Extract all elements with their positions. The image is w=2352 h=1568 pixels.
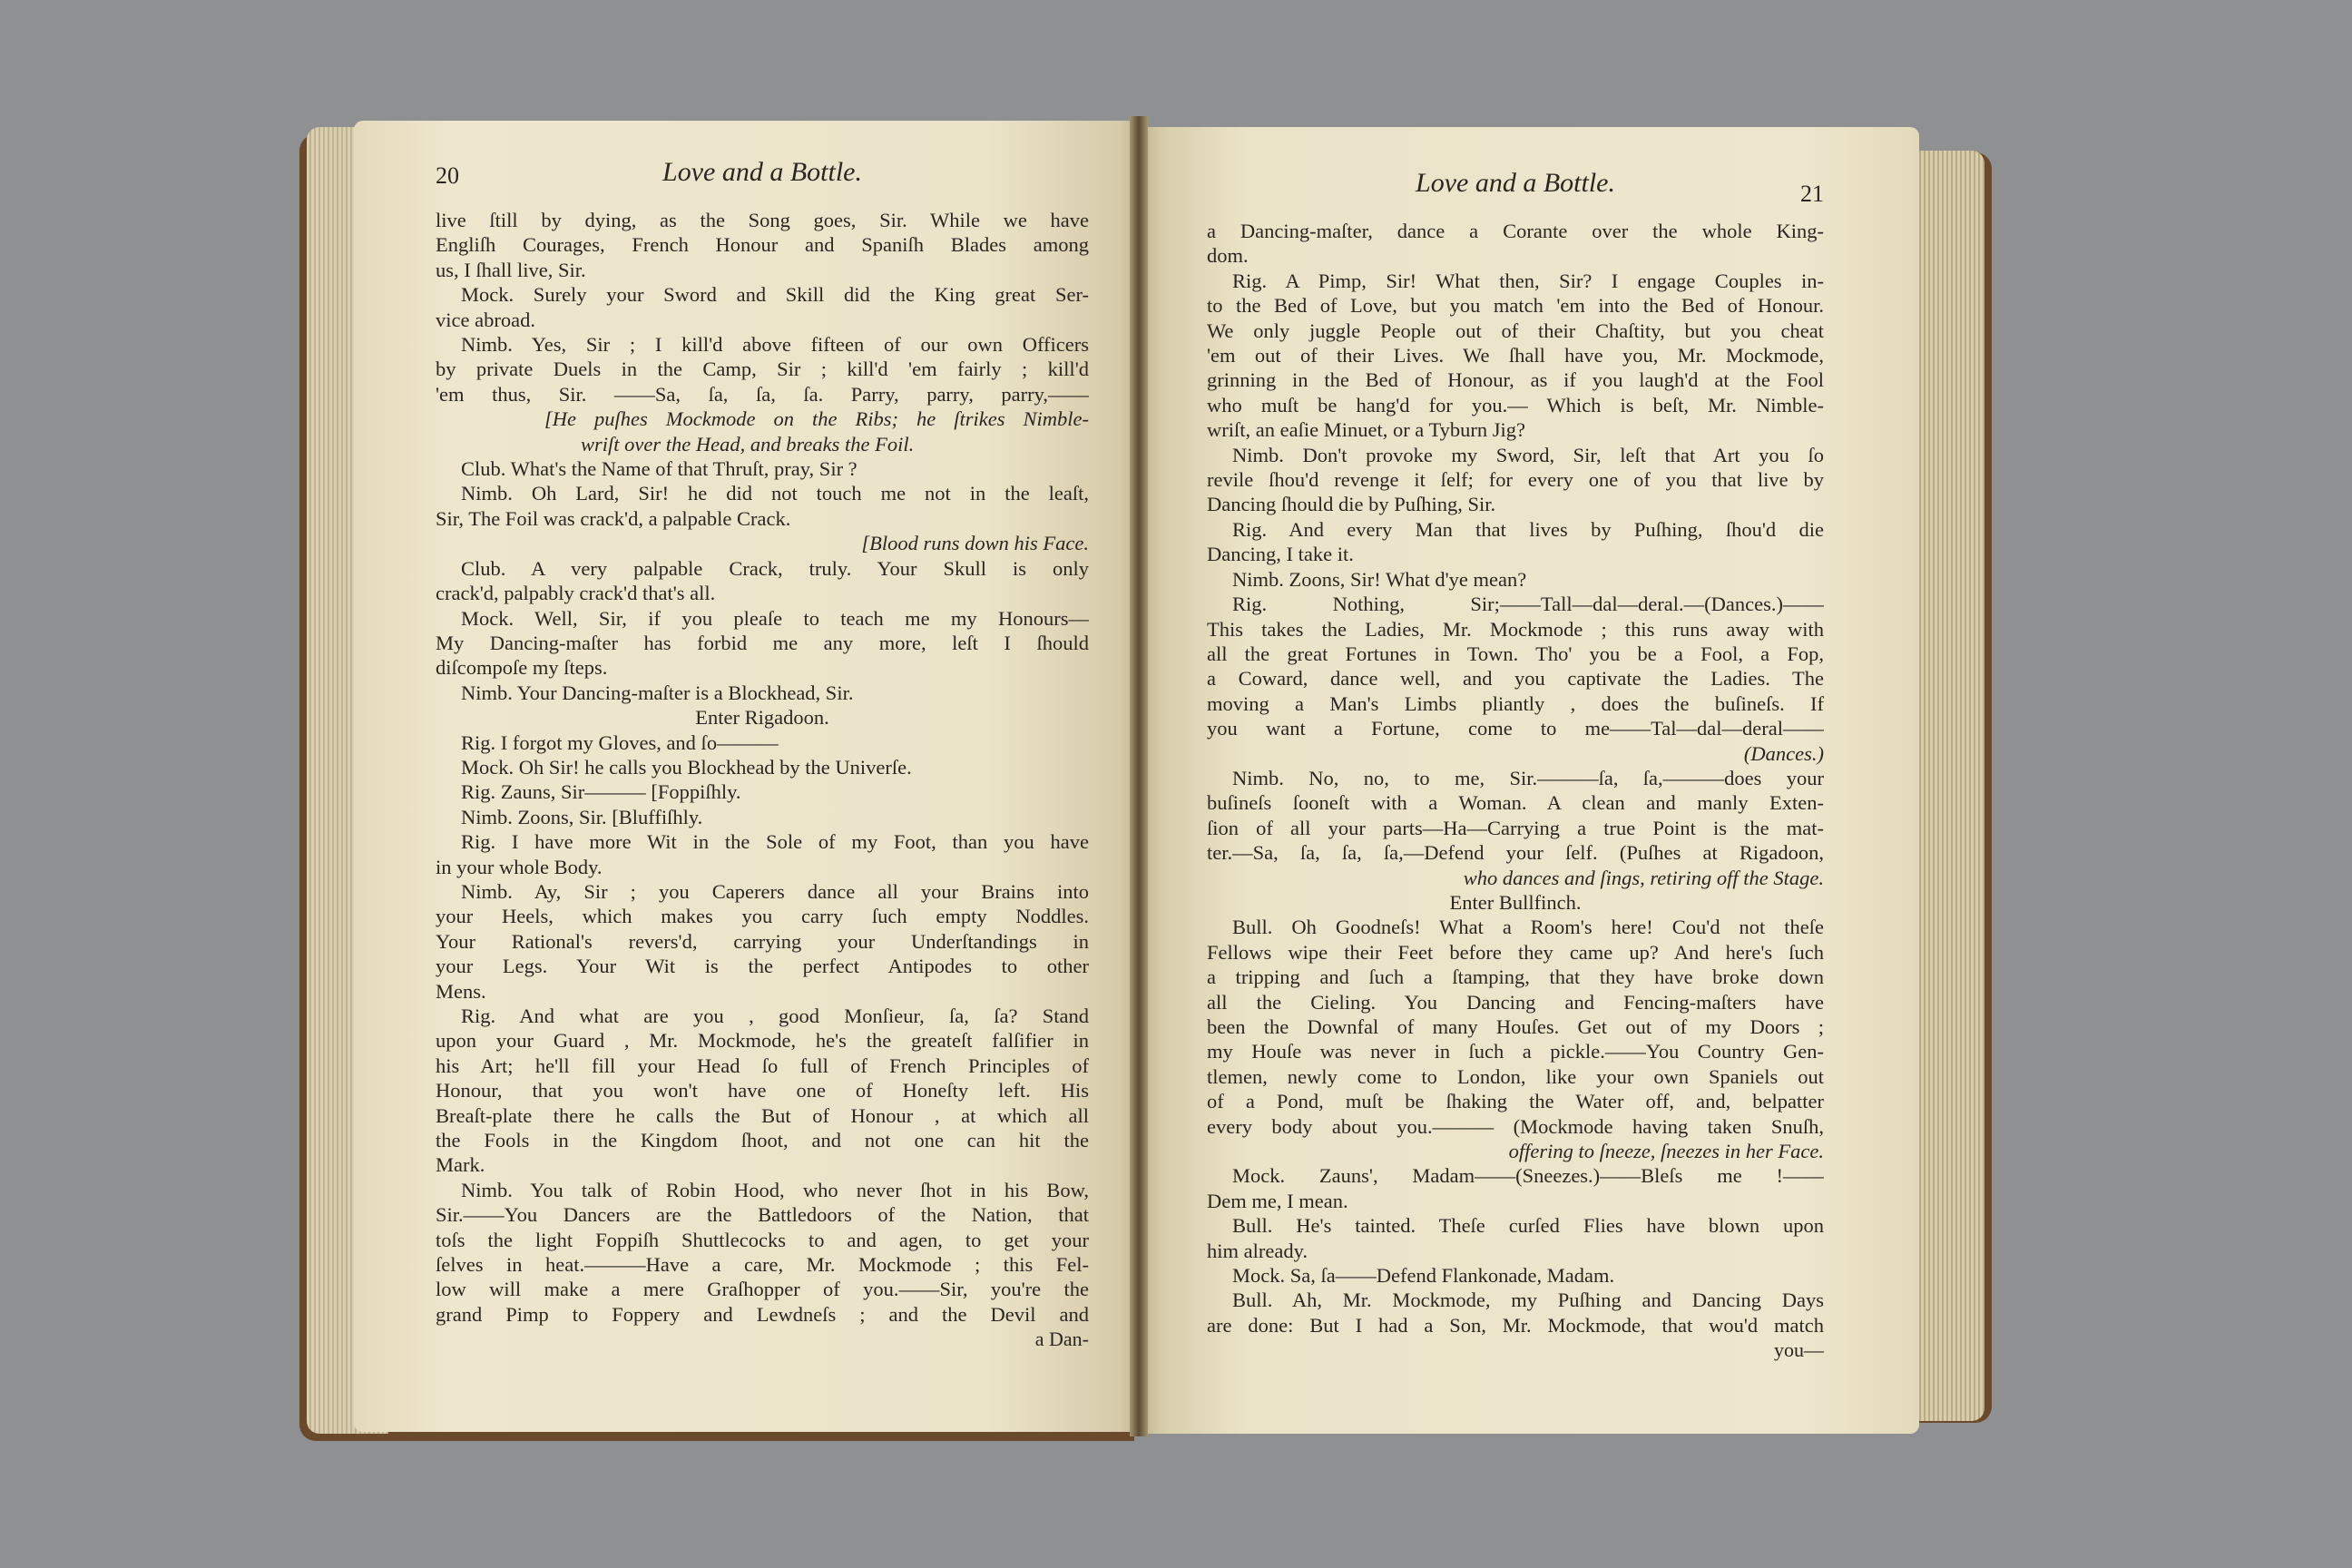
text-line: Rig. And every Man that lives by Puſhing, ſhou'd die bbox=[1232, 517, 1824, 541]
text-line: 'em out of their Lives. We ſhall have you, Mr. Mockmode, bbox=[1207, 344, 1824, 368]
text-line: Bull. Ah, Mr. Mockmode, my Puſhing and Dancing Days bbox=[1232, 1289, 1824, 1312]
text-line: wriſt, an eaſie Minuet, or a Tyburn Jig? bbox=[1207, 418, 1526, 442]
text-line: him already. bbox=[1207, 1239, 1308, 1262]
text-line: Rig. I forgot my Gloves, and ſo——— bbox=[461, 730, 779, 754]
text-line: all the Cieling. You Dancing and Fencing-maſters have bbox=[1207, 990, 1824, 1014]
text-line: Nimb. Your Dancing-maſter is a Blockhead, Sir. bbox=[461, 681, 854, 704]
text-line: us, I ſhall live, Sir. bbox=[436, 258, 586, 281]
text-line: Rig. Nothing, Sir;——Tall—dal—deral.—(Dances.)—— bbox=[1232, 593, 1824, 616]
text-line: Mock. Surely your Sword and Skill did the King great Ser- bbox=[461, 283, 1089, 307]
text-line: Mark. bbox=[436, 1153, 485, 1177]
left-running-head bbox=[436, 157, 1089, 201]
text-line: his Art; he'll fill your Head ſo full of French Principles of bbox=[436, 1054, 1089, 1077]
text-line: vice abroad. bbox=[436, 308, 535, 331]
text-line: Rig. Zauns, Sir——— [Foppiſhly. bbox=[461, 780, 741, 804]
text-line: Sir, The Foil was crack'd, a palpable Crack. bbox=[436, 506, 791, 530]
text-line: Club. A very palpable Crack, truly. Your Skull is only bbox=[461, 556, 1089, 580]
text-line: We only juggle People out of their Chaſtity, but you cheat bbox=[1207, 318, 1824, 342]
text-line: Dancing ſhould die by Puſhing, Sir. bbox=[1207, 493, 1496, 516]
text-line: Nimb. Yes, Sir ; I kill'd above fifteen of our own Officers bbox=[461, 333, 1089, 357]
text-line: Club. What's the Name of that Thruſt, pray, Sir ? bbox=[461, 457, 858, 481]
stage-direction: (Dances.) bbox=[1743, 741, 1824, 765]
left-page bbox=[354, 121, 1143, 1432]
left-running-title: Love and a Bottle. bbox=[662, 157, 862, 187]
text-line: every body about you.——— (Mockmode having taken Snuſh, bbox=[1207, 1114, 1824, 1138]
text-line: Nimb. No, no, to me, Sir.———ſa, ſa,———does your bbox=[1232, 766, 1824, 789]
left-page-text bbox=[436, 208, 1089, 1352]
left-page-number: 20 bbox=[436, 162, 459, 189]
stage-direction: Enter Bullfinch. bbox=[1449, 890, 1582, 914]
text-line: tlemen, newly come to London, like your own Spaniels out bbox=[1207, 1064, 1824, 1088]
text-line: Nimb. Zoons, Sir! What d'ye mean? bbox=[1232, 567, 1527, 591]
text-line: ſelves in heat.———Have a care, Mr. Mockmode ; this Fel- bbox=[436, 1253, 1089, 1277]
text-line: a Coward, dance well, and you captivate the Ladies. The bbox=[1207, 667, 1824, 691]
text-line: by private Duels in the Camp, Sir ; kill'd 'em fairly ; kill'd bbox=[436, 358, 1089, 381]
book-gutter bbox=[1130, 116, 1148, 1436]
text-line: Nimb. Zoons, Sir. [Bluffiſhly. bbox=[461, 805, 703, 828]
text-line: dom. bbox=[1207, 244, 1249, 268]
text-line: a tripping and ſuch a ſtamping, that they have broke down bbox=[1207, 965, 1824, 989]
text-line: Nimb. Ay, Sir ; you Caperers dance all your Brains into bbox=[461, 879, 1089, 903]
open-book bbox=[299, 116, 1992, 1446]
text-line: Mock. Well, Sir, if you pleaſe to teach me my Honours— bbox=[461, 606, 1089, 630]
text-line: your Legs. Your Wit is the perfect Antipodes to other bbox=[436, 955, 1089, 978]
text-line: to the Bed of Love, but you match 'em into the Bed of Honour. bbox=[1207, 294, 1824, 318]
text-line: Nimb. You talk of Robin Hood, who never ſhot in his Bow, bbox=[461, 1178, 1089, 1201]
text-line: all the great Fortunes in Town. Tho' you be a Fool, a Fop, bbox=[1207, 642, 1824, 665]
text-line: who muſt be hang'd for you.— Which is beſt, Mr. Nimble- bbox=[1207, 393, 1824, 416]
text-line: buſineſs ſooneſt with a Woman. A clean and manly Exten- bbox=[1207, 791, 1824, 815]
stage-direction: [He puſhes Mockmode on the Ribs; he ſtrikes Nimble- bbox=[544, 407, 1089, 431]
right-page bbox=[1139, 127, 1919, 1434]
right-catchword: you— bbox=[1774, 1338, 1824, 1362]
text-line: Rig. A Pimp, Sir! What then, Sir? I engage Couples in- bbox=[1232, 269, 1824, 292]
text-line: a Dancing-maſter, dance a Corante over the whole King- bbox=[1207, 220, 1824, 242]
text-line: Dancing, I take it. bbox=[1207, 543, 1354, 566]
text-line: Honour, that you won't have one of Honeſty left. His bbox=[436, 1079, 1089, 1102]
text-line: live ſtill by dying, as the Song goes, Sir. While we have bbox=[436, 209, 1089, 231]
text-line: been the Downfal of many Houſes. Get out of my Doors ; bbox=[1207, 1015, 1824, 1038]
left-catchword: a Dan- bbox=[1034, 1328, 1089, 1351]
text-line: grand Pimp to Foppery and Lewdneſs ; and the Devil and bbox=[436, 1302, 1089, 1326]
text-line: 'em thus, Sir. ——Sa, ſa, ſa, ſa. Parry, parry, parry,—— bbox=[436, 382, 1089, 406]
text-line: Mens. bbox=[436, 979, 486, 1003]
text-line: of a Pond, muſt be ſhaking the Water off, and, belpatter bbox=[1207, 1090, 1824, 1113]
text-line: Engliſh Courages, French Honour and Spaniſh Blades among bbox=[436, 233, 1089, 257]
text-line: Mock. Zauns', Madam——(Sneezes.)——Bleſs me !—— bbox=[1232, 1164, 1824, 1188]
text-line: My Dancing-maſter has forbid me any more, leſt I ſhould bbox=[436, 631, 1089, 654]
text-line: ſion of all your parts—Ha—Carrying a true Point is the mat- bbox=[1207, 816, 1824, 839]
right-page-text bbox=[1207, 219, 1824, 1363]
text-line: your Heels, which makes you carry ſuch empty Noddles. bbox=[436, 905, 1089, 928]
text-line: grinning in the Bed of Honour, as if you laugh'd at the Fool bbox=[1207, 368, 1824, 392]
text-line: Mock. Sa, ſa——Defend Flankonade, Madam. bbox=[1232, 1264, 1615, 1288]
text-line: moving a Man's Limbs pliantly , does the buſineſs. If bbox=[1207, 691, 1824, 715]
stage-direction: offering to ſneeze, ſneezes in her Face. bbox=[1508, 1140, 1824, 1163]
stage-direction: who dances and ſings, retiring off the Stage. bbox=[1463, 866, 1824, 889]
text-line: ter.—Sa, ſa, ſa, ſa,—Defend your ſelf. (Puſhes at Rigadoon, bbox=[1207, 841, 1824, 865]
text-line: This takes the Ladies, Mr. Mockmode ; this runs away with bbox=[1207, 617, 1824, 641]
text-line: Dem me, I mean. bbox=[1207, 1189, 1348, 1212]
stage-direction: Enter Rigadoon. bbox=[695, 706, 829, 730]
text-line: Fellows wipe their Feet before they came up? And here's ſuch bbox=[1207, 940, 1824, 964]
stage-direction: wriſt over the Head, and breaks the Foil. bbox=[581, 432, 915, 456]
text-line: the Fools in the Kingdom ſhoot, and not one can hit the bbox=[436, 1129, 1089, 1152]
text-line: revile ſhou'd revenge it ſelf; for every one of you that live by bbox=[1207, 468, 1824, 492]
right-running-head bbox=[1207, 168, 1824, 211]
text-line: upon your Guard , Mr. Mockmode, he's the greateſt falſifier in bbox=[436, 1029, 1089, 1053]
text-line: Sir.——You Dancers are the Battledoors of the Nation, that bbox=[436, 1203, 1089, 1227]
text-line: Nimb. Oh Lard, Sir! he did not touch me not in the leaſt, bbox=[461, 482, 1089, 505]
text-line: toſs the light Foppiſh Shuttlecocks to and agen, to get your bbox=[436, 1228, 1089, 1251]
text-line: diſcompoſe my ſteps. bbox=[436, 656, 608, 680]
text-line: my Houſe was never in ſuch a pickle.——You Country Gen- bbox=[1207, 1040, 1824, 1063]
text-line: low will make a mere Graſhopper of you.——Sir, you're the bbox=[436, 1278, 1089, 1301]
text-line: are done: But I had a Son, Mr. Mockmode, that wou'd match bbox=[1207, 1313, 1824, 1337]
text-line: Nimb. Don't provoke my Sword, Sir, leſt that Art you ſo bbox=[1232, 443, 1824, 466]
text-line: Breaſt-plate there he calls the But of Honour , at which all bbox=[436, 1103, 1089, 1127]
text-line: Bull. He's tainted. Theſe curſed Flies have blown upon bbox=[1232, 1214, 1824, 1238]
right-running-title: Love and a Bottle. bbox=[1416, 168, 1615, 198]
text-line: Your Rational's revers'd, carrying your Underſtandings in bbox=[436, 929, 1089, 953]
text-line: crack'd, palpably crack'd that's all. bbox=[436, 582, 716, 605]
right-page-number: 21 bbox=[1800, 181, 1824, 207]
text-line: Rig. I have more Wit in the Sole of my Foot, than you have bbox=[461, 830, 1089, 854]
text-line: you want a Fortune, come to me——Tal—dal—deral—— bbox=[1207, 717, 1824, 740]
text-line: Mock. Oh Sir! he calls you Blockhead by the Univerſe. bbox=[461, 755, 912, 779]
text-line: Rig. And what are you , good Monſieur, ſa, ſa? Stand bbox=[461, 1004, 1089, 1027]
text-line: Bull. Oh Goodneſs! What a Room's here! Cou'd not theſe bbox=[1232, 916, 1824, 939]
text-line: in your whole Body. bbox=[436, 855, 603, 878]
stage-direction: [Blood runs down his Face. bbox=[861, 532, 1089, 555]
